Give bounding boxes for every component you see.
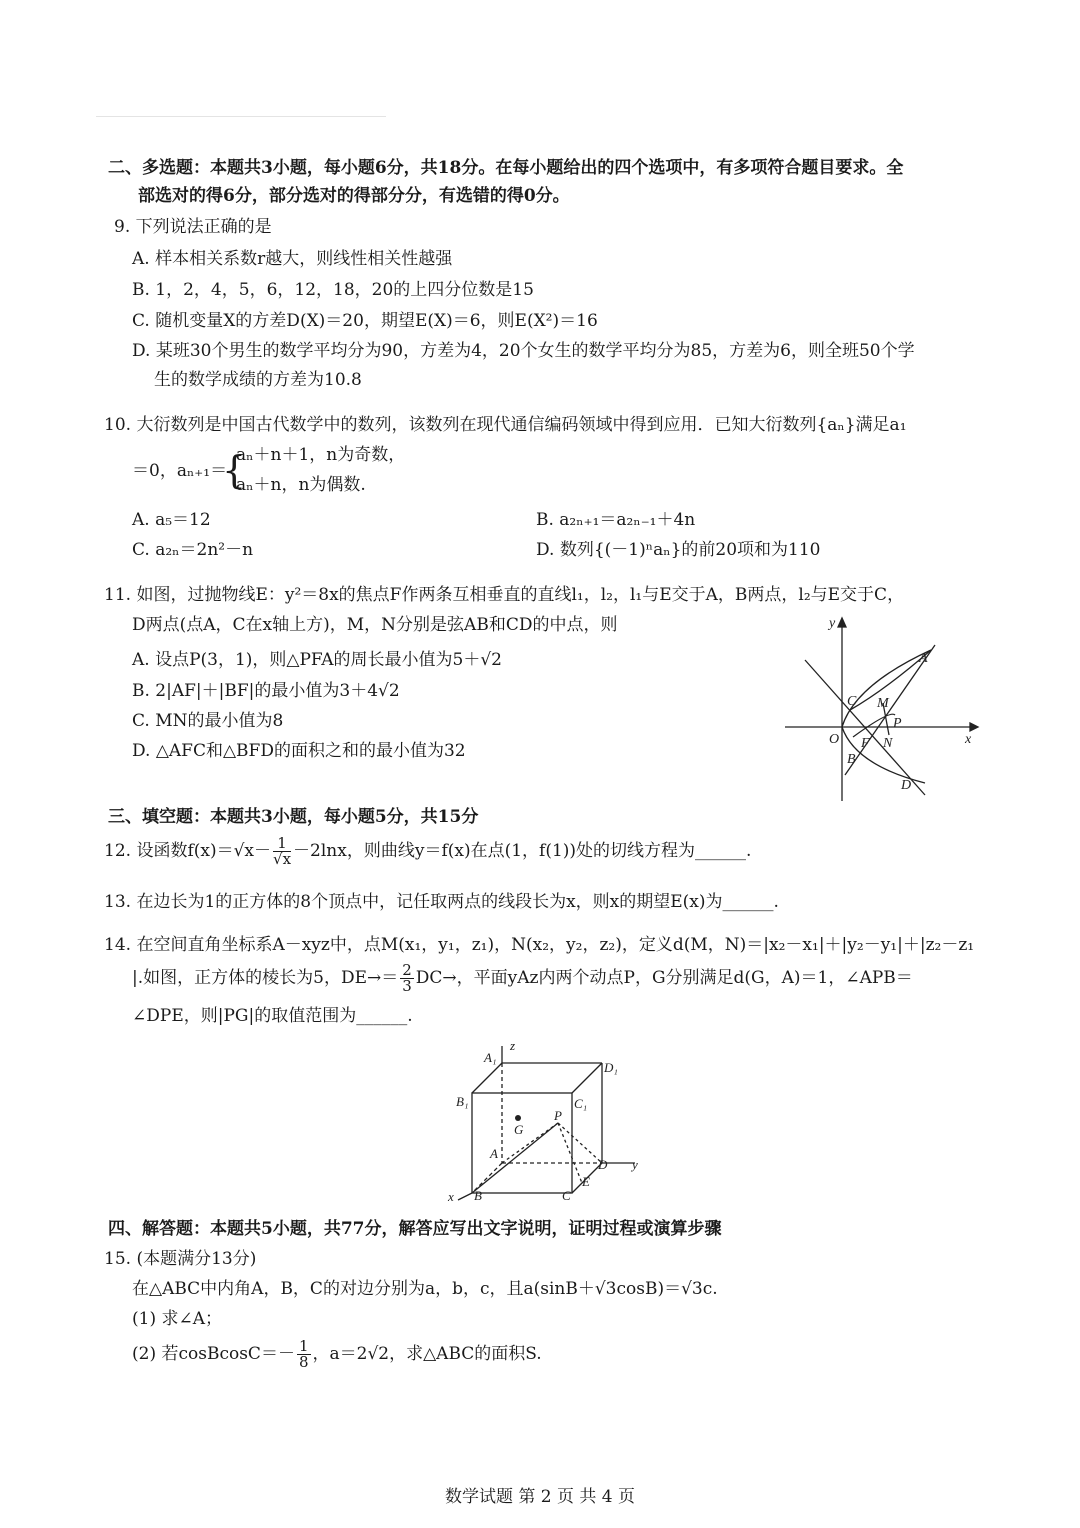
- label-b1: B₁: [456, 1094, 469, 1109]
- header-divider: [96, 116, 386, 117]
- q13-text: 13. 在边长为1的正方体的8个顶点中，记任取两点的线段长为x，则x的期望E(x)为______.: [104, 892, 779, 912]
- q14-line2-post: DC→，平面yAz内两个动点P，G分别满足d(G，A)＝1，∠APB＝: [415, 968, 913, 988]
- point-g: [515, 1115, 521, 1121]
- label-m: M: [877, 696, 889, 711]
- section3-heading: 三、填空题：本题共3小题，每小题5分，共15分: [108, 807, 479, 827]
- label-x: x: [448, 1189, 454, 1204]
- edge-b1-a1: [472, 1063, 502, 1093]
- label-d: D: [598, 1157, 608, 1172]
- q12-pre: 12. 设函数f(x)＝√x－: [104, 841, 272, 861]
- q12-fraction: [273, 836, 291, 867]
- label-o: O: [829, 732, 840, 747]
- q15-part2-post: ，a＝2√2，求△ABC的面积S.: [312, 1344, 542, 1364]
- q9-option-c: C. 随机变量X的方差D(X)＝20，期望E(X)＝6，则E(X²)＝16: [132, 311, 598, 331]
- label-y: y: [632, 1157, 638, 1172]
- q12-frac-den: √x: [273, 850, 292, 868]
- label-b: B: [474, 1188, 482, 1203]
- q14-fraction: [400, 963, 414, 994]
- section4-heading: 四、解答题：本题共5小题，共77分，解答应写出文字说明，证明过程或演算步骤: [108, 1219, 722, 1239]
- section2-heading: 二、多选题：本题共3小题，每小题6分，共18分。在每小题给出的四个选项中，有多项符合题目要求。全: [108, 158, 904, 178]
- q9-stem: 9. 下列说法正确的是: [114, 217, 272, 237]
- q10-case-odd: aₙ＋n＋1，n为奇数，: [236, 445, 406, 465]
- q15-frac-den: 8: [298, 1353, 309, 1371]
- q10-case-even: aₙ＋n，n为偶数.: [236, 475, 366, 495]
- q15-stem: 在△ABC中内角A，B，C的对边分别为a，b，c，且a(sinB＋√3cosB)＝√3c.: [132, 1279, 718, 1299]
- cube-figure: [440, 1038, 650, 1204]
- q15-fraction: [297, 1339, 311, 1370]
- label-n: N: [883, 736, 893, 751]
- q10-option-a: A. a₅＝12: [132, 510, 211, 530]
- label-f: F: [861, 736, 870, 751]
- page-footer: 数学试题 第 2 页 共 4 页: [444, 1487, 636, 1507]
- segment-pd: [558, 1123, 602, 1163]
- label-z: z: [510, 1038, 516, 1053]
- label-a1: A₁: [484, 1050, 497, 1065]
- q14-frac-num: 2: [402, 961, 412, 979]
- label-c: C: [847, 694, 857, 709]
- q10-option-c: C. a₂ₙ＝2n²－n: [132, 540, 254, 560]
- q10-stem: 10. 大衍数列是中国古代数学中的数列，该数列在现代通信编码领域中得到应用．已知大衍数列{aₙ}满足a₁: [104, 415, 907, 435]
- label-x: x: [965, 732, 972, 747]
- q11-option-b: B. 2|AF|＋|BF|的最小值为3＋4√2: [132, 681, 400, 701]
- q11-option-c: C. MN的最小值为8: [132, 711, 284, 731]
- label-p: P: [893, 716, 902, 731]
- q12-text: [104, 833, 751, 869]
- q15-frac-num: 1: [298, 1337, 309, 1355]
- q10-option-b: B. a₂ₙ₊₁＝a₂ₙ₋₁＋4n: [536, 510, 696, 530]
- q11-stem: 11. 如图，过抛物线E：y²＝8x的焦点F作两条互相垂直的直线l₁，l₂，l₁与E交于A，B两点，l₂与E交于C，: [104, 585, 905, 605]
- q14-line3: ∠DPE，则|PG|的取值范围为______.: [132, 1006, 413, 1026]
- section2-heading-cont: 部选对的得6分，部分选对的得部分分，有选错的得0分。: [138, 186, 570, 206]
- x-axis-arrow: [970, 723, 978, 731]
- parabola-figure: [785, 615, 985, 805]
- q10-option-d: D. 数列{(－1)ⁿaₙ}的前20项和为110: [536, 540, 821, 560]
- q9-option-a: A. 样本相关系数r越大，则线性相关性越强: [132, 249, 453, 269]
- q14-line2: [132, 960, 913, 996]
- label-c: C: [562, 1188, 571, 1203]
- label-d: D: [901, 778, 912, 793]
- label-e: E: [582, 1174, 590, 1189]
- q15-part2-pre: (2) 若cosBcosC＝－: [132, 1344, 295, 1364]
- q15-part2: [132, 1336, 542, 1372]
- q14-line2-pre: |.如图，正方体的棱长为5，DE→＝: [132, 968, 399, 988]
- q14-line1: 14. 在空间直角坐标系A－xyz中，点M(x₁，y₁，z₁)，N(x₂，y₂，z₂)，定义d(M，N)＝|x₂－x₁|＋|y₂－y₁|＋|z₂－z₁: [104, 935, 975, 955]
- q12-post: －2lnx，则曲线y＝f(x)在点(1，f(1))处的切线方程为______.: [293, 841, 752, 861]
- q15-part1: (1) 求∠A；: [132, 1309, 223, 1329]
- q10-brace: {: [222, 448, 247, 492]
- q11-option-d: D. △AFC和△BFD的面积之和的最小值为32: [132, 741, 466, 761]
- q15-title: 15. (本题满分13分): [104, 1249, 257, 1269]
- segment-pe: [558, 1123, 582, 1183]
- y-axis-arrow: [838, 618, 846, 627]
- q9-option-d: D. 某班30个男生的数学平均分为90，方差为4，20个女生的数学平均分为85，方差为6，则全班50个学: [132, 341, 915, 361]
- label-g: G: [514, 1122, 524, 1137]
- q10-stem-formula: ＝0，aₙ₊₁＝: [132, 461, 228, 481]
- label-p: P: [554, 1108, 562, 1123]
- edge-c1-d1: [572, 1063, 602, 1093]
- q9-option-b: B. 1，2，4，5，6，12，18，20的上四分位数是15: [132, 280, 534, 300]
- label-c1: C₁: [574, 1096, 588, 1111]
- q11-option-a: A. 设点P(3，1)，则△PFA的周长最小值为5＋√2: [132, 650, 502, 670]
- label-y: y: [829, 616, 836, 631]
- x-axis-visible: [458, 1193, 472, 1200]
- q9-option-d-cont: 生的数学成绩的方差为10.8: [154, 370, 362, 390]
- label-a: A: [490, 1146, 498, 1161]
- q11-stem-cont: D两点(点A，C在x轴上方)，M，N分别是弦AB和CD的中点，则: [132, 615, 618, 635]
- q12-frac-num: 1: [273, 836, 291, 852]
- q14-frac-den: 3: [402, 977, 412, 995]
- label-a: A: [919, 651, 928, 666]
- label-d1: D₁: [604, 1060, 618, 1075]
- label-b: B: [847, 752, 856, 767]
